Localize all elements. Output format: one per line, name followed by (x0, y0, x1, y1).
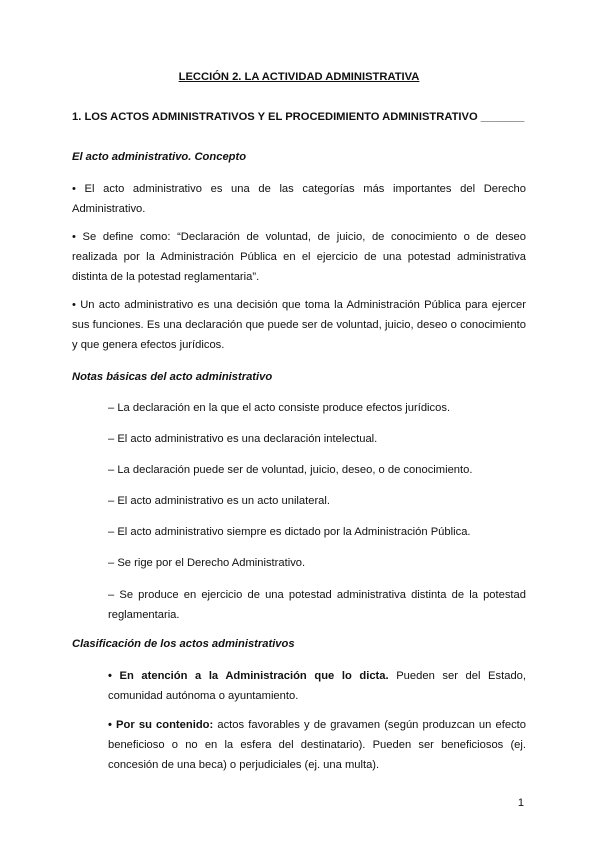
concept-paragraph-3: • Un acto administrativo es una decisión que toma la Administración Pública para ejercer sus funciones. Es una declaración que puede ser de voluntad, juicio, deseo o conocimiento y que genera efectos jurídicos. (72, 299, 526, 351)
notes-item-4: – El acto administrativo es un acto unilateral. (108, 495, 331, 507)
classification-item-1-label: • En atención a la Administración que lo dicta. (108, 670, 389, 682)
notes-item-7: – Se produce en ejercicio de una potestad administrativa distinta de la potestad reglamentaria. (108, 589, 526, 621)
concept-paragraph-1: • El acto administrativo es una de las categorías más importantes del Derecho Administrativo. (72, 183, 526, 215)
classification-item-2-label: • Por su contenido: (108, 719, 214, 731)
notes-item-1: – La declaración en la que el acto consiste produce efectos jurídicos. (108, 402, 451, 414)
lesson-title: LECCIÓN 2. LA ACTIVIDAD ADMINISTRATIVA (178, 71, 420, 83)
notes-item-5: – El acto administrativo siempre es dictado por la Administración Pública. (108, 526, 471, 538)
notes-heading: Notas básicas del acto administrativo (72, 371, 273, 383)
section-heading: 1. LOS ACTOS ADMINISTRATIVOS Y EL PROCEDIMIENTO ADMINISTRATIVO _______ (72, 111, 525, 123)
page-number: 1 (517, 797, 524, 809)
classification-heading: Clasificación de los actos administrativos (72, 638, 295, 650)
classification-item-1 (108, 666, 526, 706)
notes-item-2: – El acto administrativo es una declaración intelectual. (108, 433, 378, 445)
notes-item-6: – Se rige por el Derecho Administrativo. (108, 557, 306, 569)
concept-paragraph-2: • Se define como: “Declaración de voluntad, de juicio, de conocimiento o de deseo realizada por la Administración Pública en el ejercicio de una potestad administrativa distinta de la potestad reglamentaria”. (72, 231, 526, 283)
notes-item-3: – La declaración puede ser de voluntad, juicio, deseo, o de conocimiento. (108, 464, 473, 476)
classification-item-1-text: Pueden ser del Estado, comunidad autónoma o ayuntamiento. (108, 670, 526, 702)
concept-heading: El acto administrativo. Concepto (72, 151, 247, 163)
classification-item-2-text: actos favorables y de gravamen (según produzcan un efecto beneficioso o no en la esfera del destinatario). Pueden ser beneficiosos (ej. concesión de una beca) o perjudiciales (ej. una multa). (108, 719, 526, 771)
classification-item-2 (108, 715, 526, 775)
